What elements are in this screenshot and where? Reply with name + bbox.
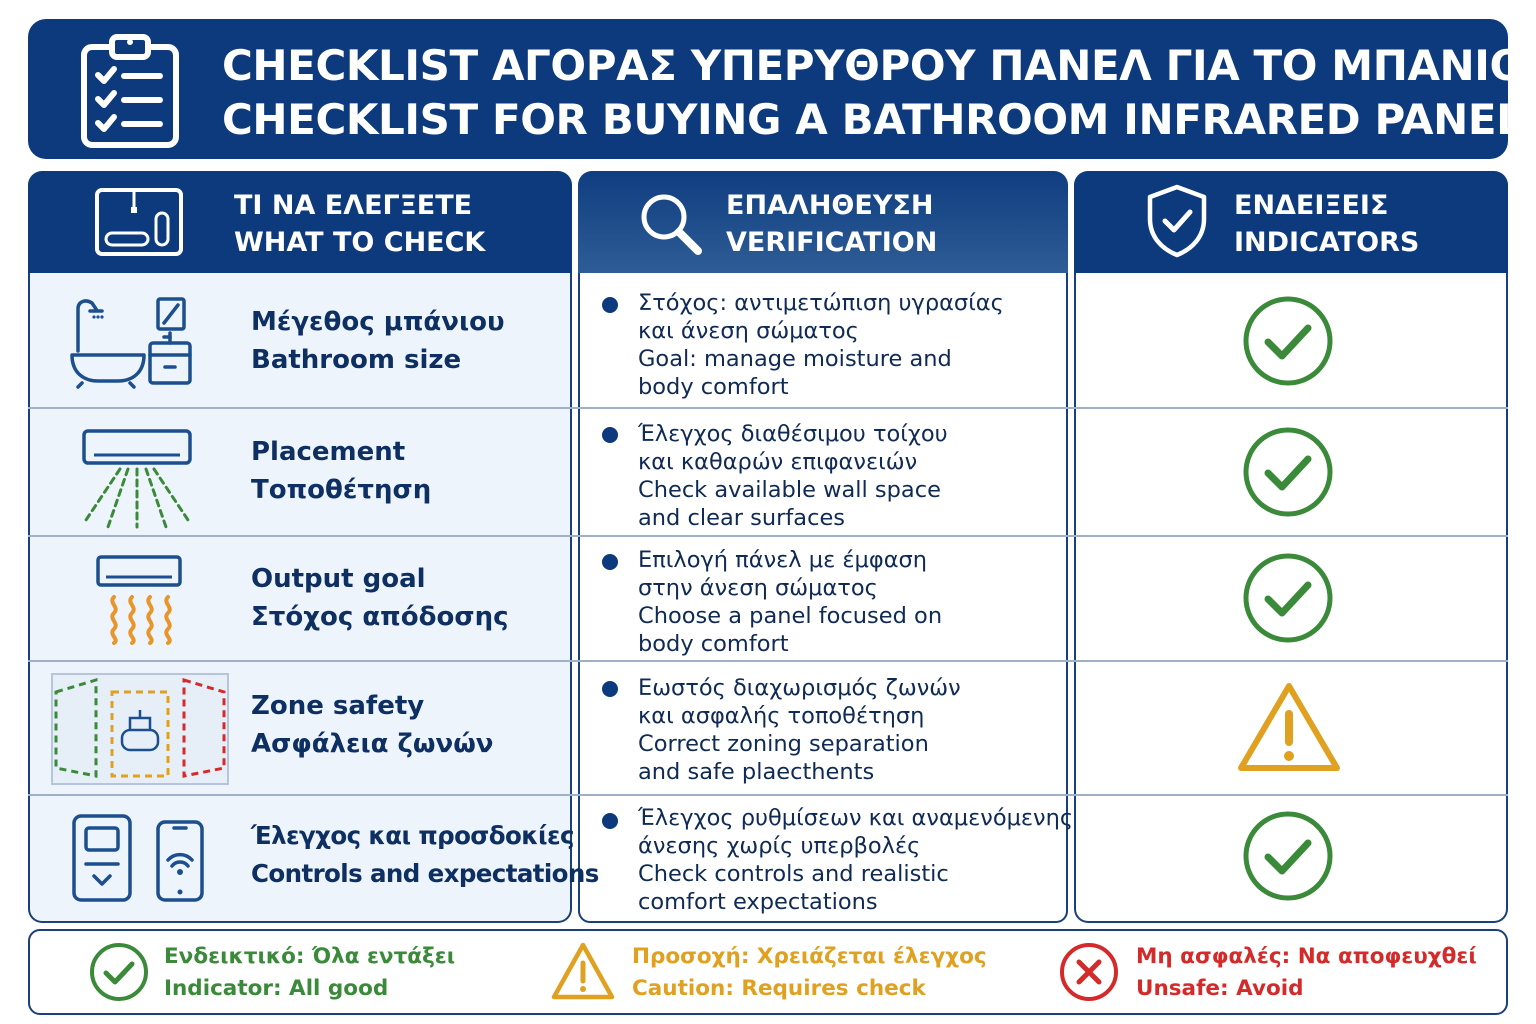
title-banner xyxy=(28,19,1525,159)
column-header-label-gr: ΕΠΑΛΗΘΕΥΣΗ xyxy=(726,190,934,221)
table-row xyxy=(28,796,599,920)
verify-line: και καθαρών επιφανειών xyxy=(638,449,918,475)
verify-line: στην άνεση σώματος xyxy=(638,575,878,601)
verify-line: Εωστός διαχωρισμός ζωνών xyxy=(638,675,961,701)
indicator-cell xyxy=(1074,409,1508,535)
column-header-what-to-check xyxy=(28,171,572,273)
legend-label-en: Caution: Requires check xyxy=(632,976,926,1001)
x-circle-icon xyxy=(1058,941,1120,1003)
bullet-icon xyxy=(602,427,618,443)
bathroom-layout-icon xyxy=(94,187,184,257)
check-circle-icon xyxy=(1242,552,1334,644)
legend-label-en: Unsafe: Avoid xyxy=(1136,976,1304,1001)
table-row xyxy=(28,273,572,407)
verification-cell xyxy=(578,409,1068,535)
legend-label-gr: Ενδεικτικό: Όλα εντάξει xyxy=(164,944,456,969)
legend-item-ok xyxy=(88,931,508,1013)
check-circle-icon xyxy=(1242,426,1334,518)
thermostat-phone-icon xyxy=(70,812,206,902)
verification-cell xyxy=(578,273,1068,407)
check-label-line2: Bathroom size xyxy=(251,345,462,375)
warning-triangle-icon xyxy=(550,941,616,1003)
legend-label-gr: Μη ασφαλές: Να αποφευχθεί xyxy=(1136,944,1477,969)
table-row xyxy=(28,537,572,660)
verification-cell xyxy=(578,796,1074,920)
check-label-line1: Zone safety xyxy=(251,691,425,721)
legend-label-gr: Προσοχή: Χρειάζεται έλεγχος xyxy=(632,944,987,969)
bullet-icon xyxy=(602,813,618,829)
verify-line: και ασφαλής τοποθέτηση xyxy=(638,703,925,729)
bullet-icon xyxy=(602,681,618,697)
bullet-icon xyxy=(602,297,618,313)
legend-item-caution xyxy=(550,931,1010,1013)
verify-line: Goal: manage moisture and xyxy=(638,346,952,372)
verify-line: Έλεγχος διαθέσιμου τοίχου xyxy=(638,421,948,447)
table-row xyxy=(28,409,572,535)
check-label-line1: Μέγεθος μπάνιου xyxy=(251,307,505,337)
verify-line: comfort expectations xyxy=(638,889,878,915)
clipboard-checklist-icon xyxy=(78,31,182,149)
indicator-cell xyxy=(1074,537,1508,660)
page-title xyxy=(222,39,1525,147)
check-label-line2: Controls and expectations xyxy=(251,859,599,888)
bathtub-vanity-icon xyxy=(68,295,200,389)
verify-line: and safe plaecthents xyxy=(638,759,875,785)
check-label-line2: Τοποθέτηση xyxy=(251,475,432,505)
verify-line: και άνεση σώματος xyxy=(638,318,859,344)
verification-cell xyxy=(578,537,1068,660)
title-english: CHECKLIST FOR BUYING A BATHROOM INFRARED PANEL xyxy=(222,95,1523,144)
bathroom-zones-icon xyxy=(50,672,230,786)
column-header-label-en: INDICATORS xyxy=(1234,227,1420,258)
verify-line: Choose a panel focused on xyxy=(638,603,943,629)
check-label-line2: Ασφάλεια ζωνών xyxy=(251,729,494,759)
warning-triangle-icon xyxy=(1236,680,1342,774)
verify-line: and clear surfaces xyxy=(638,505,846,531)
check-label-line1: Output goal xyxy=(251,564,426,594)
column-header-verification xyxy=(578,171,1068,273)
verification-cell xyxy=(578,662,1068,794)
column-header-label-en: WHAT TO CHECK xyxy=(234,227,486,258)
indicator-cell xyxy=(1074,662,1508,794)
verify-line: άνεσης χωρίς υπερβολές xyxy=(638,833,921,859)
check-circle-icon xyxy=(1242,295,1334,387)
heat-output-icon xyxy=(94,553,184,649)
indicator-cell xyxy=(1074,273,1508,407)
legend xyxy=(28,929,1508,1015)
legend-item-unsafe xyxy=(1058,931,1498,1013)
verify-line: Στόχος: αντιμετώπιση υγρασίας xyxy=(638,290,1004,316)
check-label-line2: Στόχος απόδοσης xyxy=(251,602,509,632)
verify-line: Έλεγχος ρυθμίσεων και αναμενόμενης xyxy=(638,805,1074,831)
shield-check-icon xyxy=(1144,183,1210,259)
verify-line: Correct zoning separation xyxy=(638,731,929,757)
verify-line: Επιλογή πάνελ με έμφαση xyxy=(638,547,928,573)
verify-line: body comfort xyxy=(638,631,789,657)
column-header-label-gr: ΤΙ ΝΑ ΕΛΕΓΞΕΤΕ xyxy=(234,190,473,221)
legend-label-en: Indicator: All good xyxy=(164,976,389,1001)
column-header-label-en: VERIFICATION xyxy=(726,227,938,258)
bullet-icon xyxy=(602,554,618,570)
check-label-line1: Έλεγχος και προσδοκίες xyxy=(251,821,574,850)
verify-line: body comfort xyxy=(638,374,789,400)
column-header-indicators xyxy=(1074,171,1508,273)
check-label-line1: Placement xyxy=(251,437,406,467)
verify-line: Check available wall space xyxy=(638,477,941,503)
check-circle-icon xyxy=(88,941,150,1003)
wall-panel-icon xyxy=(80,427,194,531)
verify-line: Check controls and realistic xyxy=(638,861,949,887)
magnifier-icon xyxy=(636,189,706,259)
table-row xyxy=(28,662,572,794)
indicator-cell xyxy=(1074,796,1508,920)
check-circle-icon xyxy=(1242,810,1334,902)
column-header-label-gr: ΕΝΔΕΙΞΕΙΣ xyxy=(1234,190,1389,221)
title-greek: CHECKLIST ΑΓΟΡΑΣ ΥΠΕΡΥΘΡΟΥ ΠΑΝΕΛ ΓΙΑ ΤΟ ΜΠΑΝΙΟ xyxy=(222,41,1525,90)
